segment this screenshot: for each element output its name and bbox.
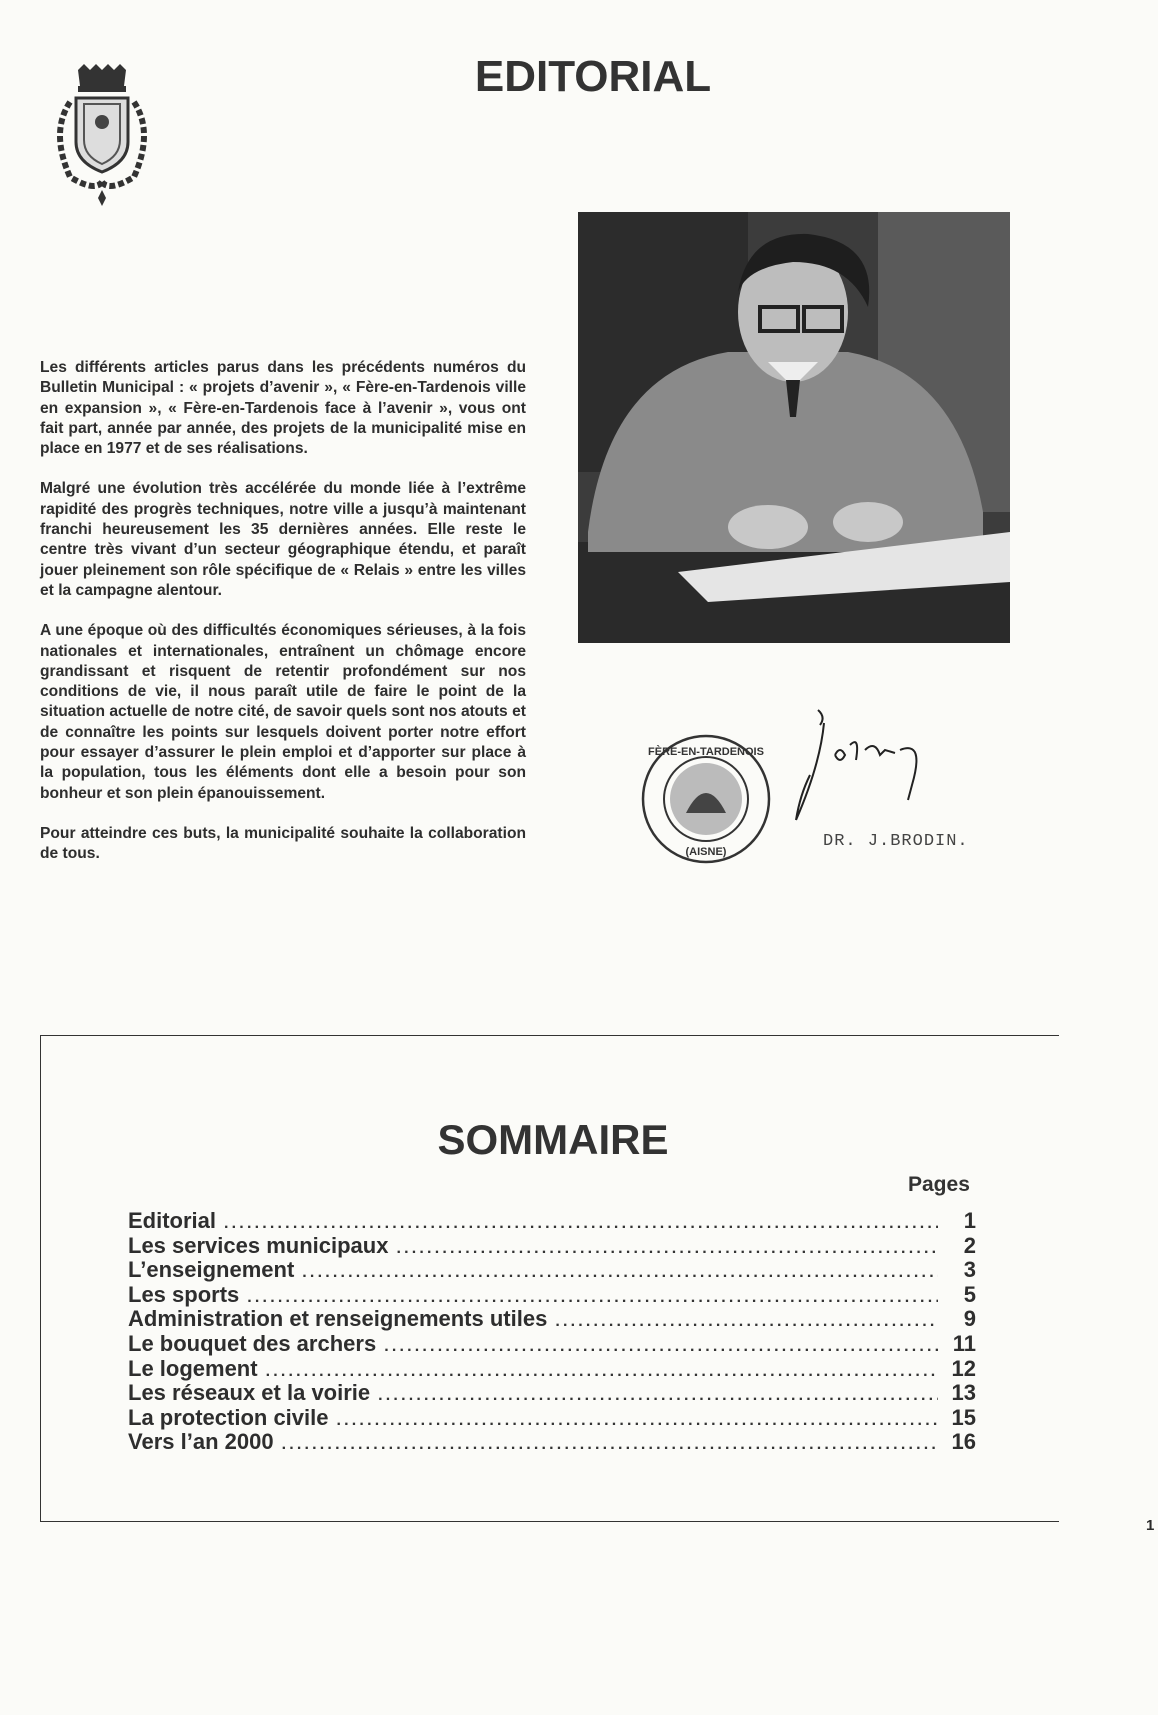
toc-entry	[128, 1306, 976, 1331]
editorial-paragraph: A une époque où des difficultés économiques sérieuses, à la fois nationales et internationales, entraînent un chômage encore grandissant et risquent de retentir profondément sur nos conditions de vie, il nous paraît utile de faire le point de la situation actuelle de notre cité, de savoir quels sont nos atouts et de connaître les points sur lesquels doivent porter notre effort pour essayer d’assurer le plein emploi et d’apporter sur place à la population, tous les éléments dont elle a besoin pour son bonheur et son plein épanouissement.	[40, 622, 526, 802]
toc-entry-page: 2	[963, 1232, 976, 1258]
toc-leader-dots	[384, 1338, 938, 1356]
toc-leader-dots	[224, 1215, 938, 1233]
toc-entry-label: L’enseignement	[128, 1257, 295, 1283]
page-number: 1	[1146, 1517, 1155, 1534]
toc-entry	[128, 1356, 976, 1381]
sommaire-title: SOMMAIRE	[437, 1116, 669, 1163]
page-title-text: EDITORIAL	[474, 52, 712, 101]
toc-entry-page: 11	[952, 1330, 976, 1356]
toc-entry	[128, 1429, 976, 1454]
editorial-paragraph: Malgré une évolution très accélérée du monde liée à l’extrême rapidité des progrès techniques, notre ville a jusqu’à maintenant franchi heureusement les 35 dernières années. Elle reste le centre très vivant d’un secteur géographique étendu, et paraît jouer pleinement son rôle spécifique de « Relais » entre les villes et la campagne alentour.	[40, 480, 526, 599]
toc-entry	[128, 1233, 976, 1258]
toc-leader-dots	[266, 1363, 938, 1381]
page-title	[0, 52, 1158, 102]
toc-leader-dots	[302, 1264, 938, 1282]
toc-entry-label: Le logement	[128, 1355, 258, 1381]
toc-leader-dots	[396, 1240, 938, 1258]
toc-leader-dots	[378, 1387, 938, 1405]
toc-leader-dots	[247, 1289, 938, 1307]
pages-label: Pages	[908, 1173, 970, 1196]
editorial-text	[40, 358, 526, 885]
toc-entry-page: 13	[951, 1380, 976, 1406]
toc-entry-page: 12	[951, 1355, 976, 1381]
toc-entry	[128, 1405, 976, 1430]
coat-of-arms-icon	[40, 62, 162, 207]
toc-entry-label: Les sports	[128, 1281, 240, 1307]
toc-entry	[128, 1208, 976, 1233]
toc-entry-page: 3	[963, 1257, 976, 1283]
toc-leader-dots	[337, 1412, 939, 1430]
toc-entry-label: Les réseaux et la voirie	[128, 1380, 371, 1406]
svg-text:FÈRE-EN-TARDENOIS: FÈRE-EN-TARDENOIS	[648, 746, 764, 758]
editorial-paragraph: Pour atteindre ces buts, la municipalité souhaite la collaboration de tous.	[40, 824, 526, 863]
toc-entry-label: Editorial	[128, 1208, 217, 1233]
editorial-paragraph: Les différents articles parus dans les précédents numéros du Bulletin Municipal : « projets d’avenir », « Fère-en-Tardenois ville en expansion », « Fère-en-Tardenois face à l’avenir », vous ont fait part, année par année, des projets de la municipalité mise en place en 1977 et de ses réalisations.	[40, 359, 526, 458]
toc-entry	[128, 1331, 976, 1356]
toc-entry-page: 16	[951, 1429, 976, 1455]
toc-entry	[128, 1380, 976, 1405]
toc-entry	[128, 1257, 976, 1282]
signature-name: DR. J.BRODIN.	[823, 832, 969, 851]
town-hall-stamp	[640, 733, 772, 865]
toc-entry-page: 15	[951, 1404, 976, 1430]
toc-entry-page: 9	[963, 1306, 976, 1332]
table-of-contents	[128, 1208, 976, 1454]
svg-text:(AISNE): (AISNE)	[685, 846, 727, 858]
toc-entry	[128, 1282, 976, 1307]
toc-leader-dots	[555, 1313, 938, 1331]
toc-entry-label: La protection civile	[128, 1404, 329, 1430]
toc-entry-label: Vers l’an 2000	[128, 1429, 274, 1455]
toc-entry-label: Les services municipaux	[128, 1232, 389, 1258]
toc-entry-label: Le bouquet des archers	[128, 1330, 377, 1356]
toc-entry-page: 5	[963, 1281, 976, 1307]
toc-leader-dots	[282, 1436, 938, 1454]
toc-entry-label: Administration et renseignements utiles	[128, 1306, 548, 1332]
toc-entry-page: 1	[963, 1208, 976, 1233]
mayor-portrait-photo	[578, 212, 1010, 643]
handwritten-signature	[790, 705, 940, 825]
